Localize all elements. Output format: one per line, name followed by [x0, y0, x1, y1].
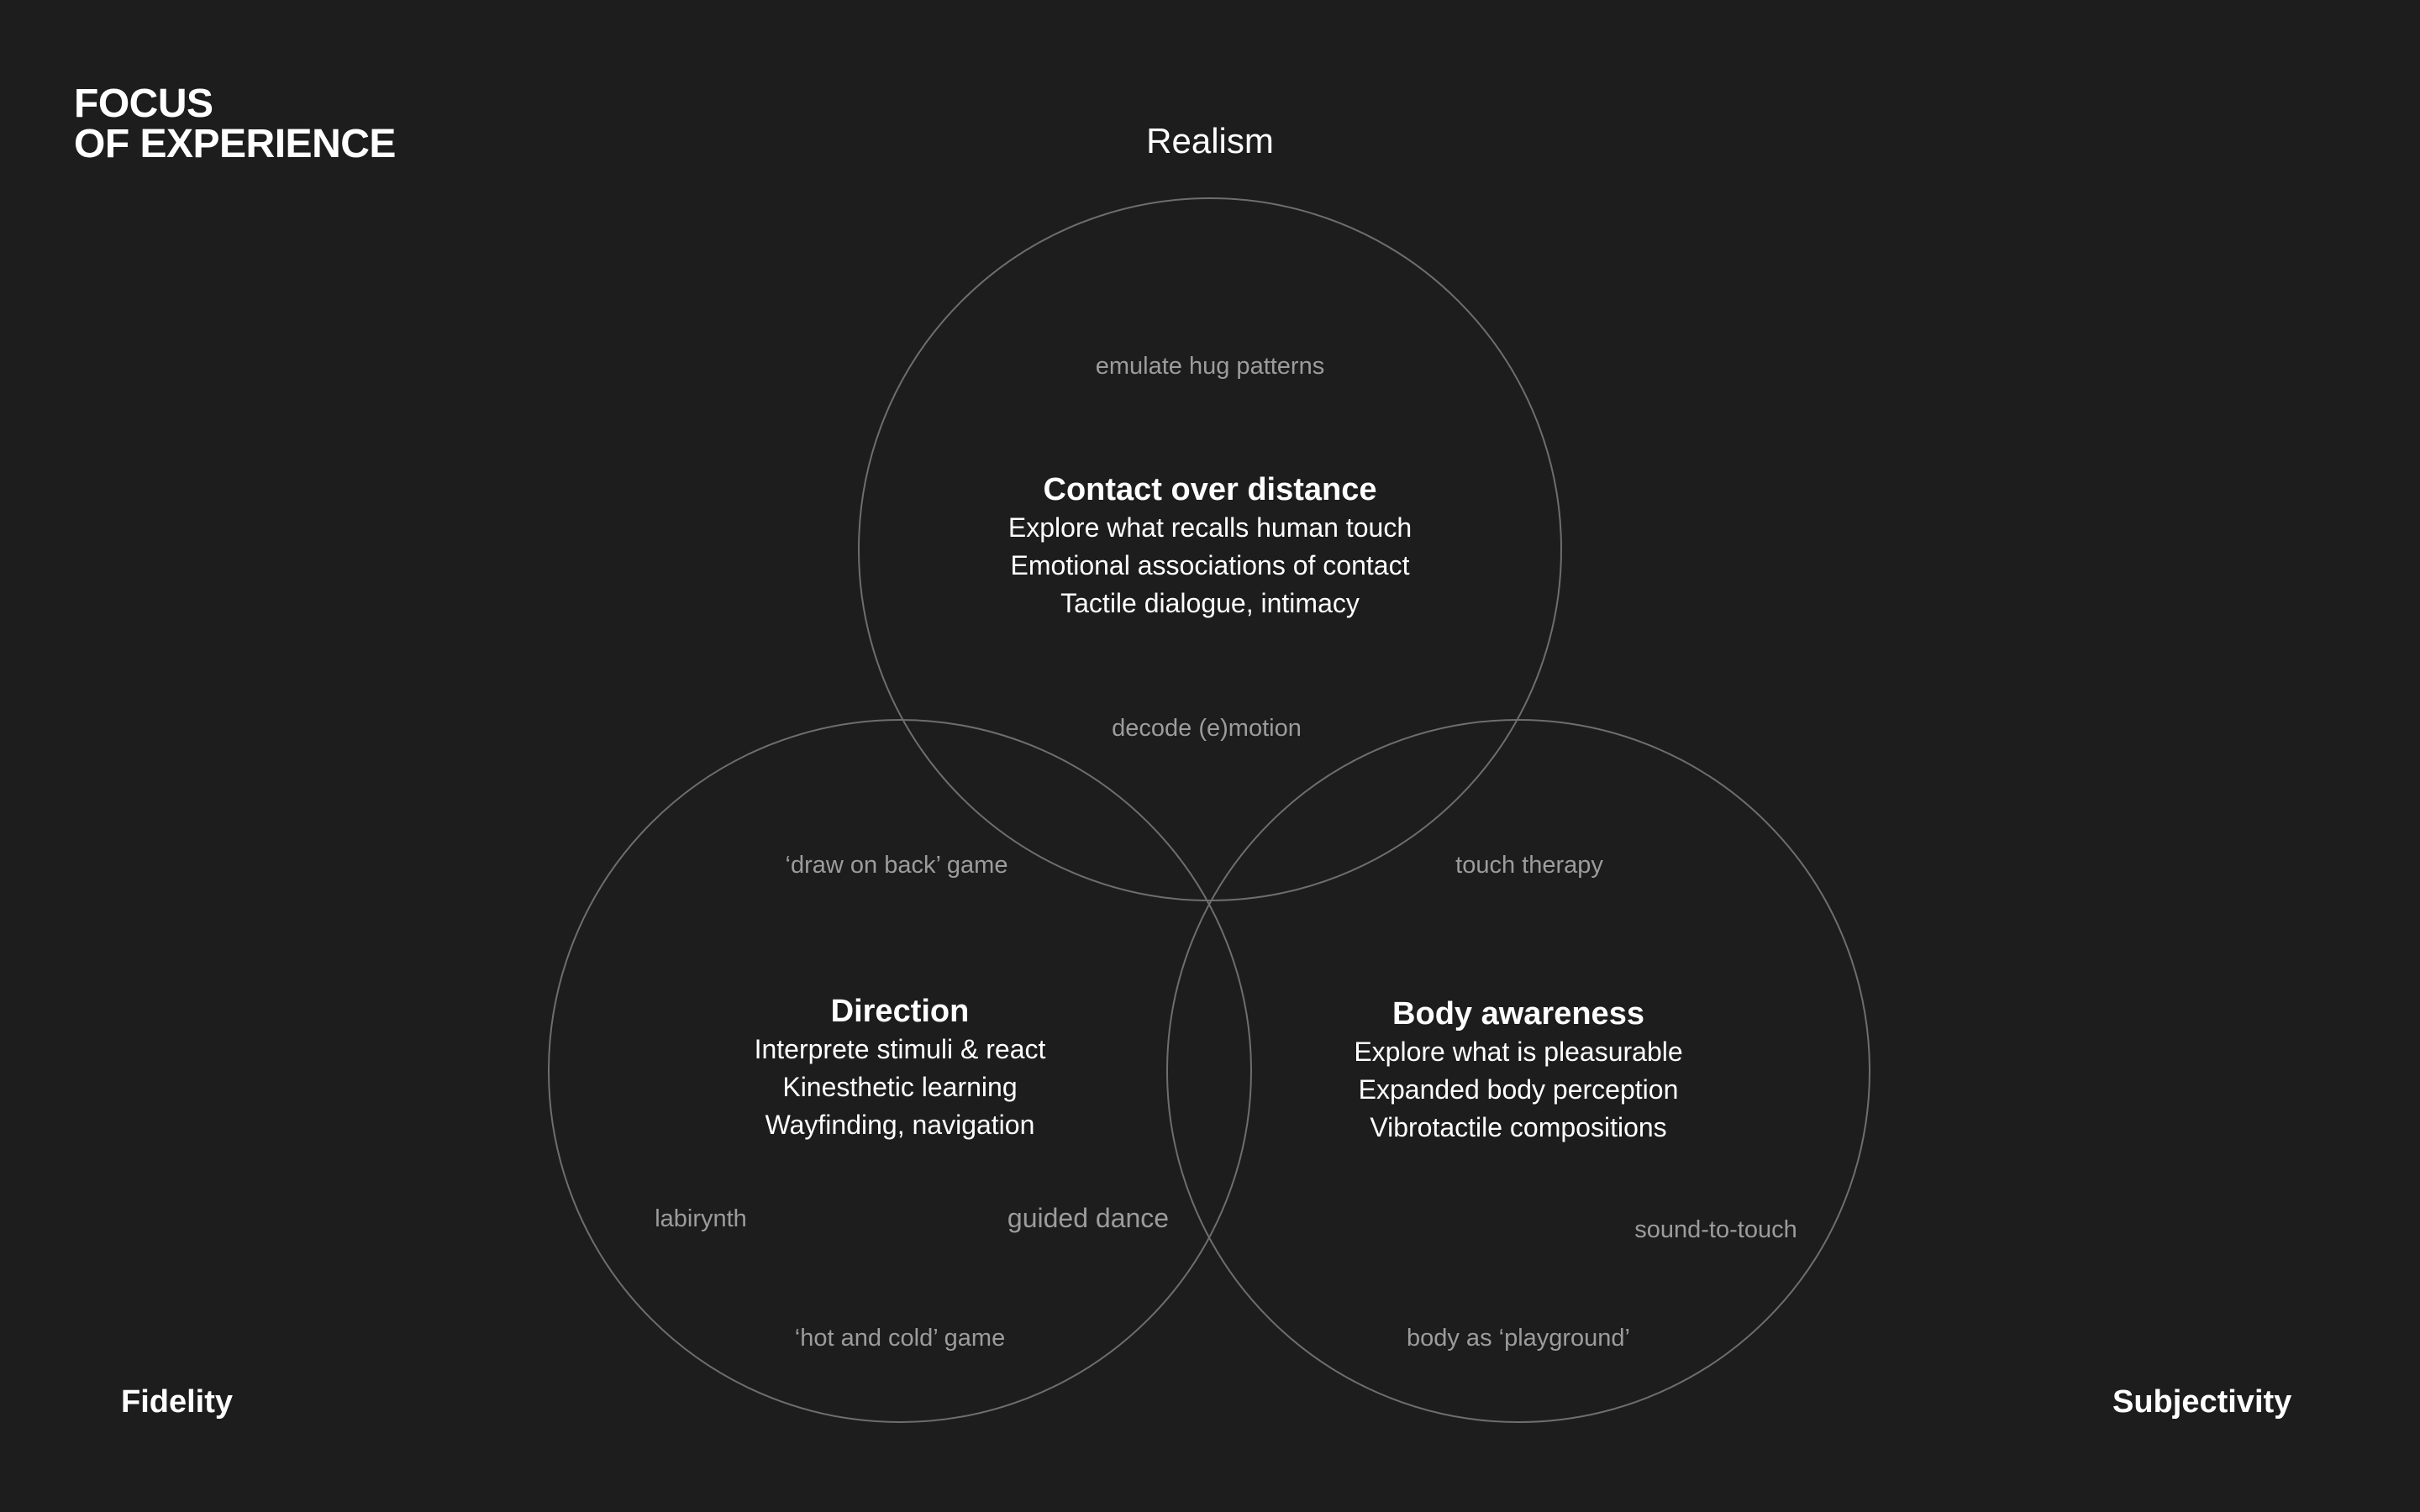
contact-line-2: Emotional associations of contact — [1010, 550, 1410, 580]
title-line-2: OF EXPERIENCE — [74, 122, 396, 166]
body-heading: Body awareness — [1392, 996, 1644, 1032]
example-labirynth: labirynth — [655, 1205, 747, 1232]
axis-label-realism: Realism — [1146, 121, 1274, 160]
axis-label-fidelity: Fidelity — [121, 1384, 234, 1420]
example-hot-and-cold-game: ‘hot and cold’ game — [794, 1325, 1006, 1352]
example-guided-dance: guided dance — [1007, 1203, 1170, 1233]
direction-heading: Direction — [830, 994, 970, 1029]
example-decode-emotion: decode (e)motion — [1112, 715, 1302, 742]
body-line-3: Vibrotactile compositions — [1370, 1112, 1667, 1142]
body-awareness-block — [1354, 995, 1682, 1147]
contact-heading: Contact over distance — [1043, 472, 1377, 507]
body-line-2: Expanded body perception — [1358, 1074, 1679, 1105]
example-sound-to-touch: sound-to-touch — [1634, 1216, 1797, 1243]
example-emulate-hug-patterns: emulate hug patterns — [1095, 353, 1325, 380]
example-draw-on-back-game: ‘draw on back’ game — [785, 852, 1008, 879]
contact-line-1: Explore what recalls human touch — [1007, 512, 1413, 543]
direction-block — [755, 992, 1046, 1144]
contact-line-3: Tactile dialogue, intimacy — [1060, 588, 1360, 618]
contact-over-distance-block — [1008, 470, 1412, 622]
direction-line-1: Interprete stimuli & react — [754, 1034, 1046, 1064]
direction-line-3: Wayfinding, navigation — [765, 1110, 1035, 1140]
example-body-as-playground: body as ‘playground’ — [1406, 1325, 1631, 1352]
example-touch-therapy: touch therapy — [1455, 852, 1603, 879]
direction-line-2: Kinesthetic learning — [782, 1072, 1018, 1102]
title-line-1: FOCUS — [74, 81, 213, 126]
axis-label-subjectivity: Subjectivity — [2112, 1384, 2292, 1420]
body-line-1: Explore what is pleasurable — [1354, 1037, 1683, 1067]
